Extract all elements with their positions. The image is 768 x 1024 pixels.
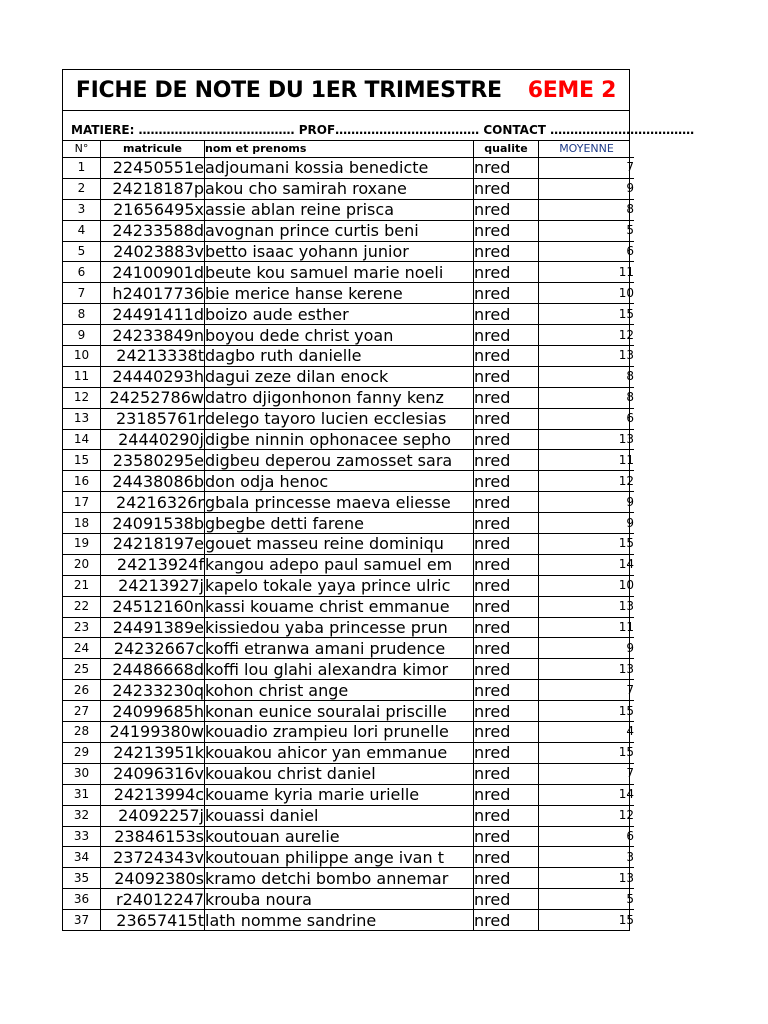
cell-name: gbegbe detti farene — [205, 513, 474, 534]
table-row — [63, 241, 634, 262]
table-row — [63, 701, 634, 722]
table-row — [63, 492, 634, 513]
table-row — [63, 554, 634, 575]
cell-name: boizo aude esther — [205, 304, 474, 325]
cell-moyenne: 8 — [539, 387, 635, 408]
cell-qualite: nred — [474, 784, 539, 805]
table-row — [63, 826, 634, 847]
cell-matricule: 24233230q — [101, 680, 205, 701]
cell-moyenne: 14 — [539, 784, 635, 805]
cell-qualite: nred — [474, 638, 539, 659]
cell-moyenne: 7 — [539, 680, 635, 701]
cell-name: delego tayoro lucien ecclesias — [205, 408, 474, 429]
cell-qualite: nred — [474, 366, 539, 387]
table-row — [63, 596, 634, 617]
cell-matricule: 24099685h — [101, 701, 205, 722]
cell-matricule: 23724343v — [101, 847, 205, 868]
cell-moyenne: 4 — [539, 722, 635, 743]
table-row — [63, 680, 634, 701]
cell-moyenne: 15 — [539, 534, 635, 555]
cell-qualite: nred — [474, 387, 539, 408]
cell-moyenne: 14 — [539, 554, 635, 575]
cell-name: boyou dede christ yoan — [205, 325, 474, 346]
cell-num: 16 — [63, 471, 101, 492]
cell-num: 37 — [63, 910, 101, 930]
cell-qualite: nred — [474, 346, 539, 367]
cell-moyenne: 15 — [539, 701, 635, 722]
table-row — [63, 450, 634, 471]
table-row — [63, 763, 634, 784]
cell-name: digbe ninnin ophonacee sepho — [205, 429, 474, 450]
cell-matricule: 24440290j — [101, 429, 205, 450]
table-header-row — [63, 141, 634, 158]
table-row — [63, 325, 634, 346]
cell-matricule: 24096316v — [101, 763, 205, 784]
cell-name: beute kou samuel marie noeli — [205, 262, 474, 283]
cell-matricule: 24486668d — [101, 659, 205, 680]
cell-name: kouame kyria marie urielle — [205, 784, 474, 805]
cell-matricule: 24232667c — [101, 638, 205, 659]
cell-num: 34 — [63, 847, 101, 868]
cell-qualite: nred — [474, 220, 539, 241]
cell-qualite: nred — [474, 763, 539, 784]
cell-name: avognan prince curtis beni — [205, 220, 474, 241]
cell-name: bie merice hanse kerene — [205, 283, 474, 304]
table-row — [63, 638, 634, 659]
cell-moyenne: 3 — [539, 847, 635, 868]
cell-qualite: nred — [474, 910, 539, 930]
cell-name: kohon christ ange — [205, 680, 474, 701]
cell-num: 10 — [63, 346, 101, 367]
cell-matricule: 24218187p — [101, 178, 205, 199]
cell-moyenne: 13 — [539, 346, 635, 367]
table-row — [63, 471, 634, 492]
cell-name: kramo detchi bombo annemar — [205, 868, 474, 889]
cell-matricule: 24438086b — [101, 471, 205, 492]
cell-num: 26 — [63, 680, 101, 701]
cell-name: kouadio zrampieu lori prunelle — [205, 722, 474, 743]
cell-name: kassi kouame christ emmanue — [205, 596, 474, 617]
cell-num: 24 — [63, 638, 101, 659]
cell-matricule: 24023883v — [101, 241, 205, 262]
cell-qualite: nred — [474, 701, 539, 722]
cell-qualite: nred — [474, 408, 539, 429]
cell-qualite: nred — [474, 847, 539, 868]
cell-name: koffi etranwa amani prudence — [205, 638, 474, 659]
cell-matricule: 24213994c — [101, 784, 205, 805]
cell-matricule: 24213338t — [101, 346, 205, 367]
cell-num: 27 — [63, 701, 101, 722]
cell-num: 31 — [63, 784, 101, 805]
cell-matricule: 21656495x — [101, 199, 205, 220]
cell-qualite: nred — [474, 534, 539, 555]
cell-qualite: nred — [474, 742, 539, 763]
cell-matricule: 24440293h — [101, 366, 205, 387]
table-row — [63, 659, 634, 680]
grade-sheet — [62, 69, 695, 931]
cell-moyenne: 11 — [539, 262, 635, 283]
cell-matricule: 24218197e — [101, 534, 205, 555]
cell-moyenne: 8 — [539, 366, 635, 387]
cell-qualite: nred — [474, 199, 539, 220]
cell-num: 28 — [63, 722, 101, 743]
cell-num: 19 — [63, 534, 101, 555]
header-qualite: qualite — [474, 141, 539, 158]
cell-qualite: nred — [474, 554, 539, 575]
cell-num: 4 — [63, 220, 101, 241]
sheet-title: FICHE DE NOTE DU 1ER TRIMESTRE — [75, 77, 502, 103]
cell-num: 33 — [63, 826, 101, 847]
cell-matricule: 24091538b — [101, 513, 205, 534]
cell-moyenne: 5 — [539, 889, 635, 910]
header-moyenne: MOYENNE — [539, 141, 635, 158]
cell-name: koutouan philippe ange ivan t — [205, 847, 474, 868]
cell-moyenne: 6 — [539, 241, 635, 262]
cell-matricule: 24213924f — [101, 554, 205, 575]
table-row — [63, 910, 634, 930]
cell-num: 8 — [63, 304, 101, 325]
cell-matricule: 24512160n — [101, 596, 205, 617]
cell-matricule: 24213927j — [101, 575, 205, 596]
cell-matricule: 24213951k — [101, 742, 205, 763]
cell-name: koutouan aurelie — [205, 826, 474, 847]
cell-moyenne: 11 — [539, 617, 635, 638]
cell-qualite: nred — [474, 325, 539, 346]
cell-num: 23 — [63, 617, 101, 638]
table-row — [63, 575, 634, 596]
cell-qualite: nred — [474, 680, 539, 701]
cell-num: 20 — [63, 554, 101, 575]
table-row — [63, 534, 634, 555]
cell-moyenne: 5 — [539, 220, 635, 241]
cell-name: adjoumani kossia benedicte — [205, 158, 474, 179]
cell-name: gbala princesse maeva eliesse — [205, 492, 474, 513]
cell-matricule: 24199380w — [101, 722, 205, 743]
cell-num: 5 — [63, 241, 101, 262]
cell-num: 30 — [63, 763, 101, 784]
cell-name: kouassi daniel — [205, 805, 474, 826]
cell-qualite: nred — [474, 889, 539, 910]
cell-num: 25 — [63, 659, 101, 680]
cell-name: assie ablan reine prisca — [205, 199, 474, 220]
cell-matricule: 23846153s — [101, 826, 205, 847]
cell-num: 3 — [63, 199, 101, 220]
cell-qualite: nred — [474, 617, 539, 638]
cell-matricule: 24216326r — [101, 492, 205, 513]
table-row — [63, 366, 634, 387]
cell-moyenne: 10 — [539, 575, 635, 596]
cell-num: 17 — [63, 492, 101, 513]
cell-name: krouba noura — [205, 889, 474, 910]
cell-moyenne: 15 — [539, 304, 635, 325]
cell-moyenne: 6 — [539, 826, 635, 847]
cell-num: 32 — [63, 805, 101, 826]
cell-num: 11 — [63, 366, 101, 387]
cell-name: dagui zeze dilan enock — [205, 366, 474, 387]
cell-moyenne: 15 — [539, 742, 635, 763]
cell-name: kissiedou yaba princesse prun — [205, 617, 474, 638]
cell-num: 35 — [63, 868, 101, 889]
cell-moyenne: 12 — [539, 471, 635, 492]
cell-moyenne: 6 — [539, 408, 635, 429]
table-row — [63, 408, 634, 429]
cell-moyenne: 15 — [539, 910, 635, 930]
table-row — [63, 178, 634, 199]
table-row — [63, 304, 634, 325]
cell-qualite: nred — [474, 241, 539, 262]
cell-matricule: 24491411d — [101, 304, 205, 325]
grades-table — [63, 141, 634, 930]
header-num: N° — [63, 141, 101, 158]
table-row — [63, 429, 634, 450]
cell-matricule: 24252786w — [101, 387, 205, 408]
table-row — [63, 742, 634, 763]
cell-num: 21 — [63, 575, 101, 596]
cell-moyenne: 13 — [539, 868, 635, 889]
table-row — [63, 868, 634, 889]
cell-qualite: nred — [474, 429, 539, 450]
cell-num: 22 — [63, 596, 101, 617]
cell-name: don odja henoc — [205, 471, 474, 492]
cell-name: dagbo ruth danielle — [205, 346, 474, 367]
cell-name: gouet masseu reine dominiqu — [205, 534, 474, 555]
cell-num: 7 — [63, 283, 101, 304]
cell-qualite: nred — [474, 158, 539, 179]
cell-moyenne: 7 — [539, 763, 635, 784]
cell-moyenne: 13 — [539, 659, 635, 680]
table-row — [63, 158, 634, 179]
cell-matricule: 23580295e — [101, 450, 205, 471]
cell-num: 2 — [63, 178, 101, 199]
cell-matricule: 24233849n — [101, 325, 205, 346]
table-body — [63, 158, 634, 930]
table-row — [63, 262, 634, 283]
cell-moyenne: 9 — [539, 638, 635, 659]
cell-qualite: nred — [474, 283, 539, 304]
table-row — [63, 617, 634, 638]
cell-moyenne: 7 — [539, 158, 635, 179]
cell-moyenne: 9 — [539, 513, 635, 534]
cell-qualite: nred — [474, 575, 539, 596]
cell-matricule: 22450551e — [101, 158, 205, 179]
cell-moyenne: 12 — [539, 325, 635, 346]
table-row — [63, 805, 634, 826]
title-row — [63, 70, 629, 111]
cell-num: 36 — [63, 889, 101, 910]
header-name: nom et prenoms — [205, 141, 474, 158]
cell-matricule: 24092257j — [101, 805, 205, 826]
table-row — [63, 889, 634, 910]
cell-matricule: 23185761r — [101, 408, 205, 429]
cell-moyenne: 12 — [539, 805, 635, 826]
cell-num: 9 — [63, 325, 101, 346]
cell-qualite: nred — [474, 492, 539, 513]
cell-qualite: nred — [474, 471, 539, 492]
cell-matricule: 24233588d — [101, 220, 205, 241]
cell-name: lath nomme sandrine — [205, 910, 474, 930]
table-row — [63, 784, 634, 805]
cell-matricule: 23657415t — [101, 910, 205, 930]
cell-qualite: nred — [474, 826, 539, 847]
table-row — [63, 847, 634, 868]
meta-line: MATIERE: ………………………………… PROF……………………………… CONTACT ……………………………… — [63, 111, 629, 141]
cell-num: 6 — [63, 262, 101, 283]
cell-qualite: nred — [474, 513, 539, 534]
cell-num: 29 — [63, 742, 101, 763]
cell-num: 14 — [63, 429, 101, 450]
cell-qualite: nred — [474, 722, 539, 743]
table-row — [63, 283, 634, 304]
cell-moyenne: 11 — [539, 450, 635, 471]
cell-name: datro djigonhonon fanny kenz — [205, 387, 474, 408]
cell-moyenne: 9 — [539, 492, 635, 513]
cell-qualite: nred — [474, 450, 539, 471]
cell-name: betto isaac yohann junior — [205, 241, 474, 262]
table-row — [63, 346, 634, 367]
cell-matricule: 24491389e — [101, 617, 205, 638]
cell-num: 12 — [63, 387, 101, 408]
class-name: 6EME 2 — [527, 77, 617, 103]
cell-num: 15 — [63, 450, 101, 471]
table-row — [63, 722, 634, 743]
table-row — [63, 199, 634, 220]
table-row — [63, 513, 634, 534]
cell-qualite: nred — [474, 304, 539, 325]
cell-name: konan eunice souralai priscille — [205, 701, 474, 722]
cell-name: kangou adepo paul samuel em — [205, 554, 474, 575]
cell-matricule: h24017736 — [101, 283, 205, 304]
cell-num: 1 — [63, 158, 101, 179]
cell-matricule: r24012247 — [101, 889, 205, 910]
cell-name: digbeu deperou zamosset sara — [205, 450, 474, 471]
cell-qualite: nred — [474, 868, 539, 889]
cell-num: 18 — [63, 513, 101, 534]
cell-name: akou cho samirah roxane — [205, 178, 474, 199]
table-row — [63, 220, 634, 241]
cell-matricule: 24100901d — [101, 262, 205, 283]
cell-name: koffi lou glahi alexandra kimor — [205, 659, 474, 680]
table-row — [63, 387, 634, 408]
cell-qualite: nred — [474, 659, 539, 680]
cell-qualite: nred — [474, 596, 539, 617]
cell-qualite: nred — [474, 178, 539, 199]
cell-name: kouakou ahicor yan emmanue — [205, 742, 474, 763]
cell-num: 13 — [63, 408, 101, 429]
cell-moyenne: 10 — [539, 283, 635, 304]
cell-name: kapelo tokale yaya prince ulric — [205, 575, 474, 596]
cell-qualite: nred — [474, 805, 539, 826]
header-matricule: matricule — [101, 141, 205, 158]
cell-name: kouakou christ daniel — [205, 763, 474, 784]
cell-moyenne: 9 — [539, 178, 635, 199]
cell-qualite: nred — [474, 262, 539, 283]
cell-moyenne: 13 — [539, 429, 635, 450]
cell-matricule: 24092380s — [101, 868, 205, 889]
cell-moyenne: 8 — [539, 199, 635, 220]
cell-moyenne: 13 — [539, 596, 635, 617]
